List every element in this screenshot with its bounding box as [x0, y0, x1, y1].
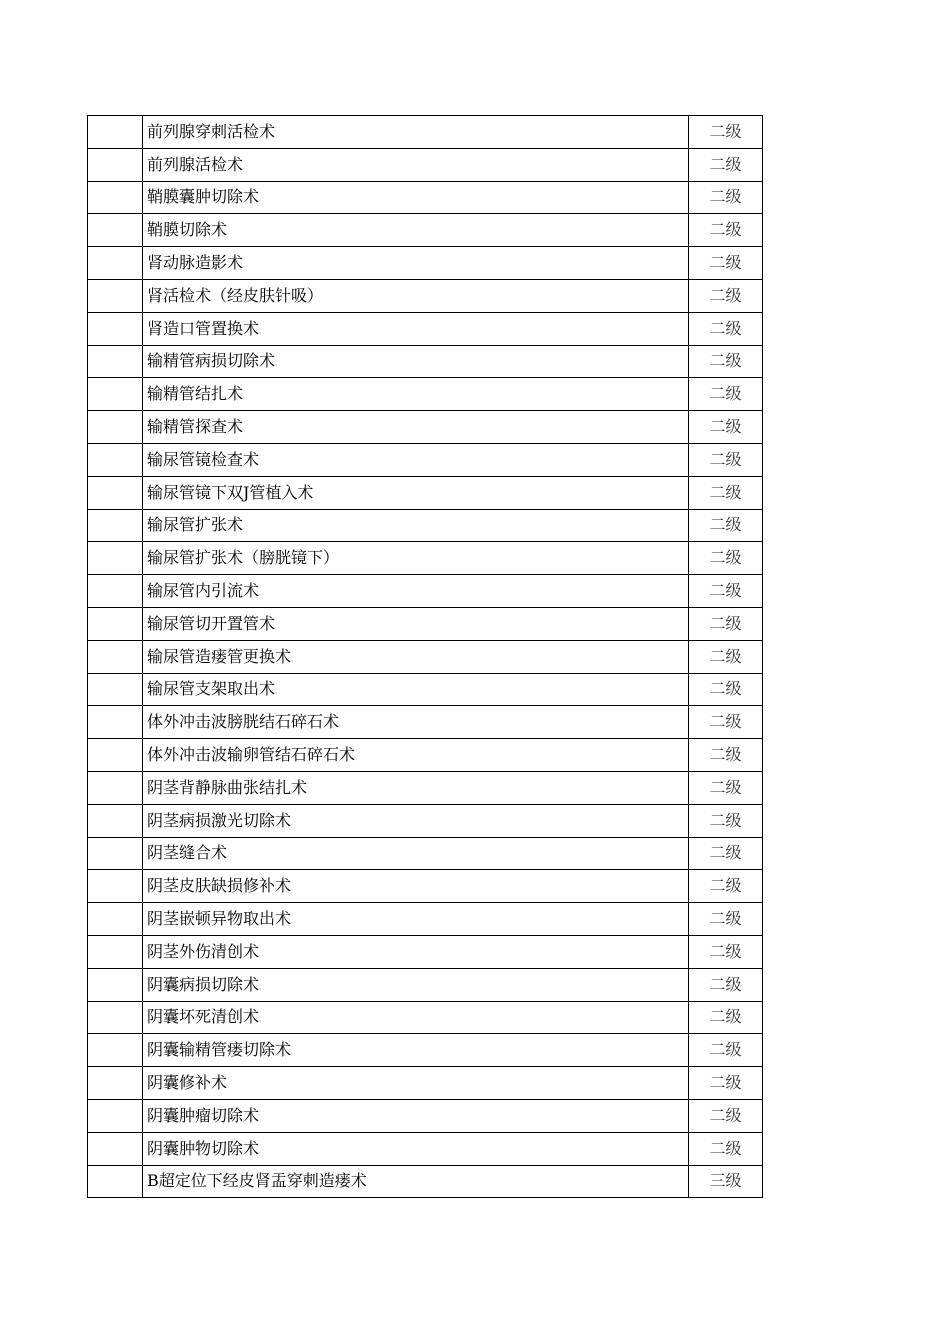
- procedure-level-cell: 二级: [689, 903, 763, 935]
- table-row: [88, 182, 763, 215]
- procedure-name-cell: 输尿管扩张术（膀胱镜下）: [143, 542, 689, 574]
- procedure-level-cell: 二级: [689, 182, 763, 214]
- row-number-cell: [88, 903, 143, 935]
- procedure-level-cell: 二级: [689, 411, 763, 443]
- procedure-level-cell: 二级: [689, 706, 763, 738]
- table-row: [88, 969, 763, 1002]
- procedure-name-cell: 阴囊坏死清创术: [143, 1002, 689, 1034]
- row-number-cell: [88, 936, 143, 968]
- procedure-level-cell: 二级: [689, 870, 763, 902]
- procedure-level-cell: 二级: [689, 1100, 763, 1132]
- row-number-cell: [88, 1067, 143, 1099]
- row-number-cell: [88, 1100, 143, 1132]
- table-row: [88, 903, 763, 936]
- row-number-cell: [88, 411, 143, 443]
- row-number-cell: [88, 313, 143, 345]
- procedure-level-cell: 二级: [689, 739, 763, 771]
- procedure-name-cell: 前列腺活检术: [143, 149, 689, 181]
- row-number-cell: [88, 641, 143, 673]
- procedure-name-cell: 阴茎病损激光切除术: [143, 805, 689, 837]
- procedure-name-cell: 阴囊肿物切除术: [143, 1133, 689, 1165]
- procedure-name-cell: 阴囊输精管瘘切除术: [143, 1034, 689, 1066]
- row-number-cell: [88, 280, 143, 312]
- table-row: [88, 1133, 763, 1166]
- procedure-name-cell: 鞘膜囊肿切除术: [143, 182, 689, 214]
- table-row: [88, 641, 763, 674]
- procedure-name-cell: 输尿管镜下双J管植入术: [143, 477, 689, 509]
- table-row: [88, 936, 763, 969]
- procedure-name-cell: 阴茎缝合术: [143, 838, 689, 870]
- procedure-name-cell: 体外冲击波膀胱结石碎石术: [143, 706, 689, 738]
- table-row: [88, 411, 763, 444]
- row-number-cell: [88, 542, 143, 574]
- row-number-cell: [88, 1133, 143, 1165]
- procedure-name-cell: 阴囊病损切除术: [143, 969, 689, 1001]
- table-row: [88, 346, 763, 379]
- procedure-level-cell: 二级: [689, 313, 763, 345]
- procedure-level-cell: 二级: [689, 838, 763, 870]
- row-number-cell: [88, 444, 143, 476]
- procedure-level-cell: 二级: [689, 608, 763, 640]
- row-number-cell: [88, 1034, 143, 1066]
- procedure-name-cell: 阴囊肿瘤切除术: [143, 1100, 689, 1132]
- row-number-cell: [88, 1002, 143, 1034]
- procedure-level-cell: 二级: [689, 969, 763, 1001]
- procedure-name-cell: 阴囊修补术: [143, 1067, 689, 1099]
- procedure-name-cell: 输精管结扎术: [143, 378, 689, 410]
- procedure-name-cell: 输精管探查术: [143, 411, 689, 443]
- procedure-level-cell: 三级: [689, 1166, 763, 1198]
- table-row: [88, 149, 763, 182]
- procedure-name-cell: 输尿管支架取出术: [143, 674, 689, 706]
- row-number-cell: [88, 739, 143, 771]
- row-number-cell: [88, 969, 143, 1001]
- row-number-cell: [88, 247, 143, 279]
- row-number-cell: [88, 674, 143, 706]
- procedure-level-cell: 二级: [689, 674, 763, 706]
- procedure-name-cell: 输尿管内引流术: [143, 575, 689, 607]
- row-number-cell: [88, 149, 143, 181]
- table-row: [88, 444, 763, 477]
- row-number-cell: [88, 1166, 143, 1198]
- procedure-name-cell: 阴茎外伤清创术: [143, 936, 689, 968]
- table-row: [88, 247, 763, 280]
- table-row: [88, 116, 763, 149]
- procedure-level-cell: 二级: [689, 805, 763, 837]
- procedure-name-cell: 阴茎背静脉曲张结扎术: [143, 772, 689, 804]
- table-row: [88, 1100, 763, 1133]
- row-number-cell: [88, 805, 143, 837]
- row-number-cell: [88, 477, 143, 509]
- table-row: [88, 510, 763, 543]
- table-row: [88, 313, 763, 346]
- table-row: [88, 280, 763, 313]
- procedure-table: [87, 115, 763, 1198]
- procedure-name-cell: B超定位下经皮肾盂穿刺造瘘术: [143, 1166, 689, 1198]
- procedure-level-cell: 二级: [689, 1133, 763, 1165]
- procedure-name-cell: 输精管病损切除术: [143, 346, 689, 378]
- procedure-name-cell: 肾造口管置换术: [143, 313, 689, 345]
- procedure-level-cell: 二级: [689, 1002, 763, 1034]
- procedure-name-cell: 阴茎皮肤缺损修补术: [143, 870, 689, 902]
- row-number-cell: [88, 378, 143, 410]
- table-row: [88, 1002, 763, 1035]
- row-number-cell: [88, 772, 143, 804]
- table-row: [88, 378, 763, 411]
- table-row: [88, 674, 763, 707]
- table-row: [88, 838, 763, 871]
- procedure-name-cell: 输尿管镜检查术: [143, 444, 689, 476]
- table-row: [88, 772, 763, 805]
- procedure-level-cell: 二级: [689, 1067, 763, 1099]
- procedure-level-cell: 二级: [689, 116, 763, 148]
- procedure-level-cell: 二级: [689, 575, 763, 607]
- procedure-name-cell: 肾活检术（经皮肤针吸）: [143, 280, 689, 312]
- table-row: [88, 214, 763, 247]
- procedure-level-cell: 二级: [689, 542, 763, 574]
- procedure-level-cell: 二级: [689, 641, 763, 673]
- table-row: [88, 706, 763, 739]
- procedure-name-cell: 体外冲击波输卵管结石碎石术: [143, 739, 689, 771]
- table-row: [88, 542, 763, 575]
- row-number-cell: [88, 510, 143, 542]
- row-number-cell: [88, 706, 143, 738]
- row-number-cell: [88, 870, 143, 902]
- table-row: [88, 477, 763, 510]
- procedure-level-cell: 二级: [689, 772, 763, 804]
- procedure-level-cell: 二级: [689, 214, 763, 246]
- procedure-name-cell: 输尿管切开置管术: [143, 608, 689, 640]
- row-number-cell: [88, 214, 143, 246]
- table-row: [88, 870, 763, 903]
- procedure-level-cell: 二级: [689, 936, 763, 968]
- procedure-level-cell: 二级: [689, 247, 763, 279]
- procedure-name-cell: 鞘膜切除术: [143, 214, 689, 246]
- procedure-level-cell: 二级: [689, 1034, 763, 1066]
- row-number-cell: [88, 575, 143, 607]
- procedure-name-cell: 输尿管造瘘管更换术: [143, 641, 689, 673]
- procedure-level-cell: 二级: [689, 477, 763, 509]
- table-row: [88, 1067, 763, 1100]
- procedure-level-cell: 二级: [689, 346, 763, 378]
- procedure-name-cell: 肾动脉造影术: [143, 247, 689, 279]
- row-number-cell: [88, 838, 143, 870]
- procedure-level-cell: 二级: [689, 149, 763, 181]
- table-row: [88, 1034, 763, 1067]
- table-row: [88, 1166, 763, 1199]
- row-number-cell: [88, 346, 143, 378]
- procedure-level-cell: 二级: [689, 280, 763, 312]
- procedure-level-cell: 二级: [689, 444, 763, 476]
- procedure-level-cell: 二级: [689, 510, 763, 542]
- table-row: [88, 805, 763, 838]
- table-row: [88, 575, 763, 608]
- row-number-cell: [88, 116, 143, 148]
- row-number-cell: [88, 608, 143, 640]
- procedure-level-cell: 二级: [689, 378, 763, 410]
- table-row: [88, 739, 763, 772]
- procedure-name-cell: 前列腺穿刺活检术: [143, 116, 689, 148]
- procedure-name-cell: 输尿管扩张术: [143, 510, 689, 542]
- procedure-name-cell: 阴茎嵌顿异物取出术: [143, 903, 689, 935]
- table-row: [88, 608, 763, 641]
- row-number-cell: [88, 182, 143, 214]
